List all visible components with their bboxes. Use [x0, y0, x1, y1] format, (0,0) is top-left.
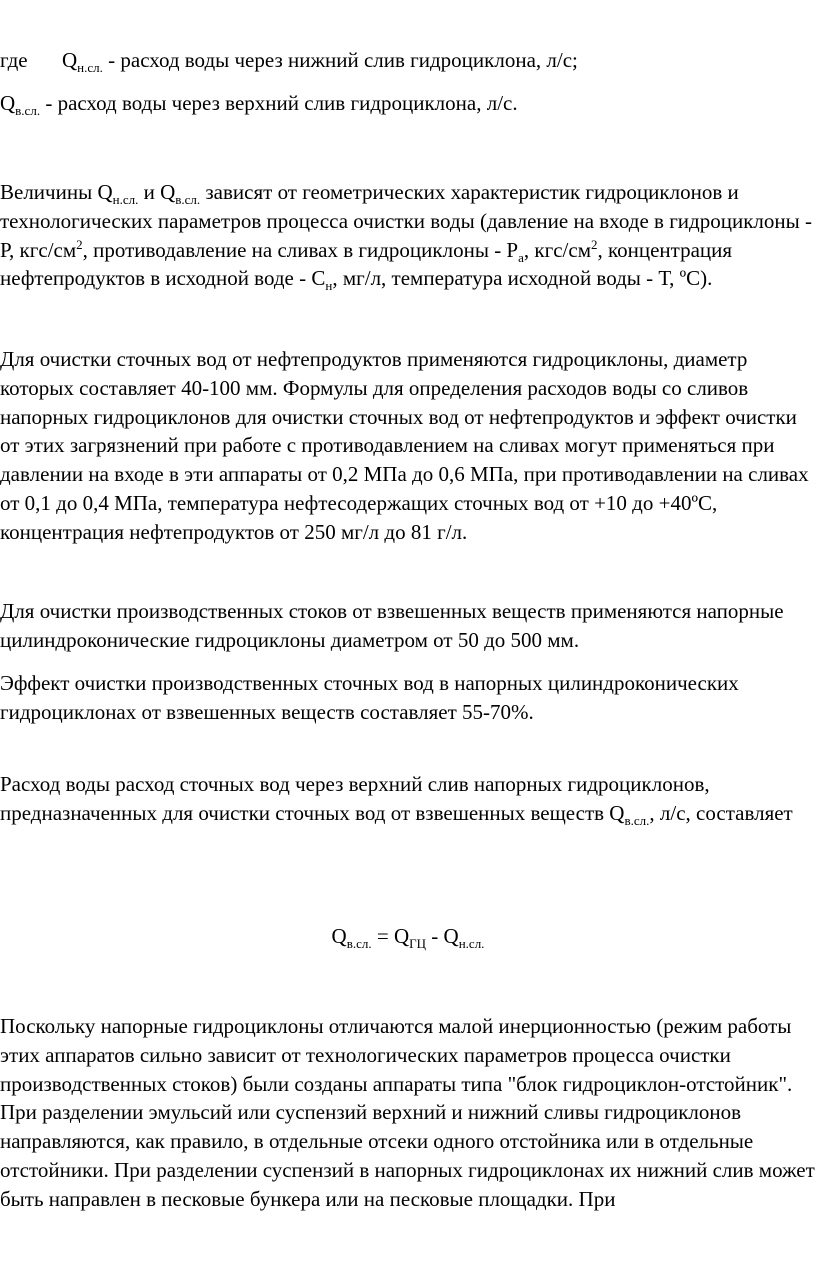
text-run: , мг/л, температура исходной воды - Т, ºС). — [332, 266, 713, 291]
formula-equals: = Q — [371, 924, 410, 948]
paragraph-oil-hydrocyclones: Для очистки сточных вод от нефтепродуктов применяются гидроциклоны, диаметр которых составляет 40-100 мм. Формулы для определения расходов воды со сливов напорных гидроциклонов для очистки сточных вод от нефтепродуктов и эффект очистки от этих загрязнений при работе с противодавлением на сливах могут применяться при давлении на входе в эти аппараты от 0,2 МПа до 0,6 МПа, при противодавлении на сливах от 0,1 до 0,4 МПа, температура нефтесодержащих сточных вод от +10 до +40ºС, концентрация нефтепродуктов от 250 мг/л до 81 г/л. — [0, 347, 809, 544]
text-run: Расход воды расход сточных вод через верхний слив напорных гидроциклонов, предназначенных для очистки сточных вод от взвешенных веществ Q — [0, 772, 710, 825]
subscript: в.сл. — [175, 192, 201, 208]
subscript: н.сл. — [112, 192, 139, 208]
subscript: н.сл. — [77, 60, 103, 76]
text-run: , концентрация нефтепродуктов в исходной воде - С — [0, 237, 733, 291]
where-word: где — [0, 48, 28, 72]
superscript: 2 — [591, 236, 598, 252]
paragraph-settling-block: Поскольку напорные гидроциклоны отличаются малой инерционностью (режим работы этих аппаратов сильно зависит от технологических параметров процесса очистки производственных стоков) были созданы аппараты типа "блок гидроциклон-отстойник". При разделении эмульсий или суспензий верхний и нижний сливы гидроциклонов направляются, как правило, в отдельные отсеки одного отстойника или в отдельные отстойники. При разделении суспензий в напорных гидроциклонах их нижний слив может быть направлен в песковые бункера или на песковые площадки. При — [0, 1014, 815, 1211]
definition-text: - расход воды через нижний слив гидроциклона, л/с; — [102, 48, 578, 72]
symbol-q: Q — [0, 91, 16, 115]
text-run: Величины Q — [0, 180, 113, 204]
text-run: зависят от геометрических характеристик гидроциклонов и технологических параметров процесса очистки воды (давление на входе в гидроциклоны - Р, кгс/см — [0, 180, 812, 262]
paragraph-efficiency: Эффект очистки производственных сточных вод в напорных цилиндроконических гидроциклонах от взвешенных веществ составляет 55-70%. — [0, 671, 739, 724]
subscript: в.сл. — [346, 936, 372, 952]
text-run: и Q — [138, 180, 176, 204]
text-run: , л/с, составляет — [649, 800, 793, 825]
definition-text: - расход воды через верхний слив гидроциклона, л/с. — [40, 91, 518, 115]
paragraph-flow-rate — [0, 770, 816, 828]
definition-lower-drain — [0, 46, 816, 75]
subscript: а — [518, 249, 524, 265]
definition-upper-drain — [0, 89, 816, 118]
subscript: ГЦ — [409, 936, 427, 952]
superscript: 2 — [76, 236, 83, 252]
subscript: н — [325, 278, 333, 294]
symbol-q: Q — [62, 48, 78, 72]
formula-minus: - Q — [426, 924, 459, 948]
paragraph-suspended-solids: Для очистки производственных стоков от взвешенных веществ применяются напорные цилиндроконические гидроциклоны диаметром от 50 до 500 мм. — [0, 599, 784, 652]
subscript: в.сл. — [624, 812, 650, 828]
subscript: в.сл. — [15, 103, 41, 119]
subscript: н.сл. — [458, 936, 485, 952]
text-run: , противодавление на сливах в гидроциклоны - Р — [82, 237, 519, 262]
formula-symbol: Q — [331, 924, 347, 948]
paragraph-parameters — [0, 178, 816, 293]
formula — [0, 922, 816, 951]
text-run: , кгс/см — [523, 237, 591, 262]
